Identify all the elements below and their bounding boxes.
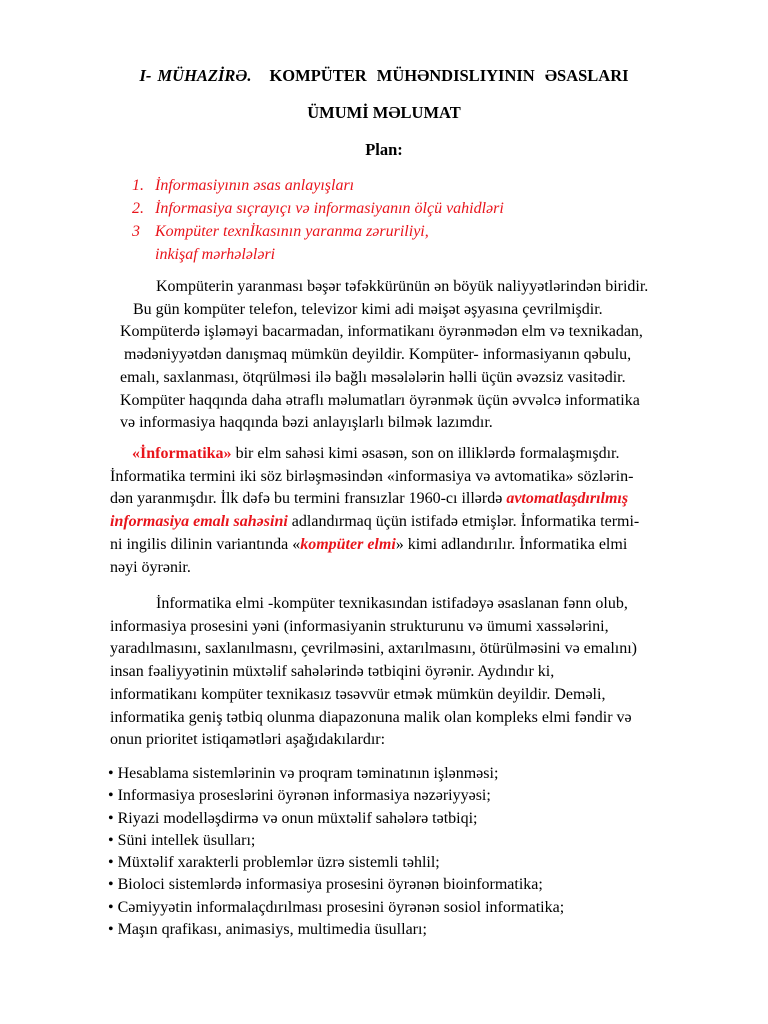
list-item: • Cəmiyyətin informalaçdırılması prosesini öyrənən sosiol informatika;: [108, 898, 565, 916]
highlight-red: kompüter elmi: [300, 535, 396, 553]
list-item: • Müxtəlif xarakterli problemlər üzrə sistemli təhlil;: [108, 854, 440, 872]
plan-item-number: 2.: [132, 200, 144, 217]
paragraph-line: [110, 488, 710, 511]
plan-item-text: İnformasiya sıçrayıçı və informasiyanın ölçü vahidləri: [155, 200, 504, 217]
paragraph-line: informatika geniş tətbiq olunma diapazonuna malik olan kompleks elmi fəndir və: [110, 708, 632, 726]
term-informatika: «İnformatika»: [132, 445, 232, 462]
highlight-red: avtomatlaşdırılmış: [506, 490, 629, 508]
plan-item-text: İnformasiyının əsas anlayışları: [155, 177, 355, 194]
paragraph-line: insan fəaliyyətinin müxtəlif sahələrində tətbiqini öyrənir. Aydındır ki,: [110, 663, 555, 681]
paragraph-line: [110, 443, 710, 466]
lecture-main-title: KOMPÜTER MÜHƏNDISLIYININ ƏSASLARI: [269, 66, 629, 85]
plan-item: [132, 174, 692, 197]
paragraph-line: onun prioritet istiqamətləri aşağıdakılardır:: [110, 731, 386, 749]
paragraph-informatics-definition: [110, 443, 710, 579]
paragraph-intro: [110, 276, 710, 435]
paragraph-informatics-science: [110, 593, 710, 752]
paragraph-line: və informasiya haqqında bəzi anlayışlarlı bilmək lazımdır.: [120, 414, 493, 432]
paragraph-line: Bu gün kompüter telefon, televizor kimi adi məişət əşyasına çevrilmişdir.: [133, 300, 603, 318]
paragraph-line: emalı, saxlanması, ötqrülməsi ilə bağlı məsələlərin həlli üçün əvəzsiz vasitədir.: [120, 368, 626, 386]
paragraph-line: Kompüterin yaranması bəşər təfəkkürünün ən böyük naliyyətlərindən biridir.: [156, 278, 649, 295]
text-span: ni ingilis dilinin variantında «: [110, 535, 301, 553]
lecture-subtitle: ÜMUMİ MƏLUMAT: [307, 103, 461, 122]
plan-item-number: 1.: [132, 177, 144, 194]
paragraph-line: İnformatika termini iki söz birləşməsindən «informasiya və avtomatika» sözlərin-: [110, 467, 634, 485]
paragraph-line: Kompüterdə işləməyi bacarmadan, informatikanı öyrənmədən elm və texnikadan,: [120, 323, 643, 341]
paragraph-line: yaradılmasını, saxlanılmasnı, çevrilməsini, axtarılmasını, ötürülməsini və emalını): [110, 640, 637, 658]
paragraph-line: İnformatika elmi -kompüter texnikasından istifadəyə əsaslanan fənn olub,: [156, 595, 628, 612]
paragraph-line: [110, 511, 710, 534]
text-span: dən yaranmışdır. İlk dəfə bu termini fransızlar 1960-cı illərdə: [110, 490, 507, 508]
plan-list: [132, 174, 692, 266]
lecture-number: I- MÜHAZİRƏ.: [139, 66, 252, 85]
plan-item-number: [132, 243, 155, 266]
lecture-title: [0, 66, 768, 86]
plan-item: [132, 243, 692, 266]
paragraph-line: [110, 534, 710, 557]
plan-item: [132, 197, 692, 220]
plan-item-text: inkişaf mərhələləri: [155, 246, 276, 263]
paragraph-line: mədəniyyətdən danışmaq mümkün deyildir. Kompüter- informasiyanın qəbulu,: [124, 346, 632, 364]
plan-item-number: 3: [132, 223, 140, 240]
list-item: • Bioloci sistemlərdə informasiya prosesini öyrənən bioinformatika;: [108, 876, 543, 894]
list-item: • Süni intellek üsulları;: [108, 831, 256, 849]
paragraph-line: nəyi öyrənir.: [110, 558, 191, 576]
plan-heading: Plan:: [365, 140, 403, 159]
text-span: adlandırmaq üçün istifadə etmişlər. İnformatika termi-: [287, 513, 640, 531]
plan-item-text: Kompüter texnİkasının yaranma zəruriliyi,: [155, 223, 429, 240]
paragraph-line: Kompüter haqqında daha ətraflı məlumatları öyrənmək üçün əvvəlcə informatika: [120, 391, 640, 409]
list-item: • Maşın qrafikası, animasiys, multimedia üsulları;: [108, 921, 427, 939]
text-span: » kimi adlandırılır. İnformatika elmi: [395, 535, 628, 553]
list-item: • Hesablama sistemlərinin və proqram təminatının işlənməsi;: [108, 765, 499, 782]
plan-item: [132, 220, 692, 243]
text-span: bir elm sahəsi kimi əsasən, son on illiklərdə formalaşmışdır.: [231, 445, 620, 462]
list-item: • Informasiya proseslərini öyrənən informasiya nəzəriyyəsi;: [108, 787, 491, 805]
paragraph-line: informasiya prosesini yəni (informasiyanin strukturunu və ümumi xassələrini,: [110, 617, 609, 635]
highlight-red: informasiya emalı sahəsini: [110, 513, 288, 531]
priority-directions-list: [108, 763, 708, 941]
list-item: • Riyazi modelləşdirmə və onun müxtəlif sahələrə tətbiqi;: [108, 809, 478, 827]
paragraph-line: informatikanı kompüter texnikasız təsəvvür etmək mümkün deyildir. Deməli,: [110, 685, 606, 703]
